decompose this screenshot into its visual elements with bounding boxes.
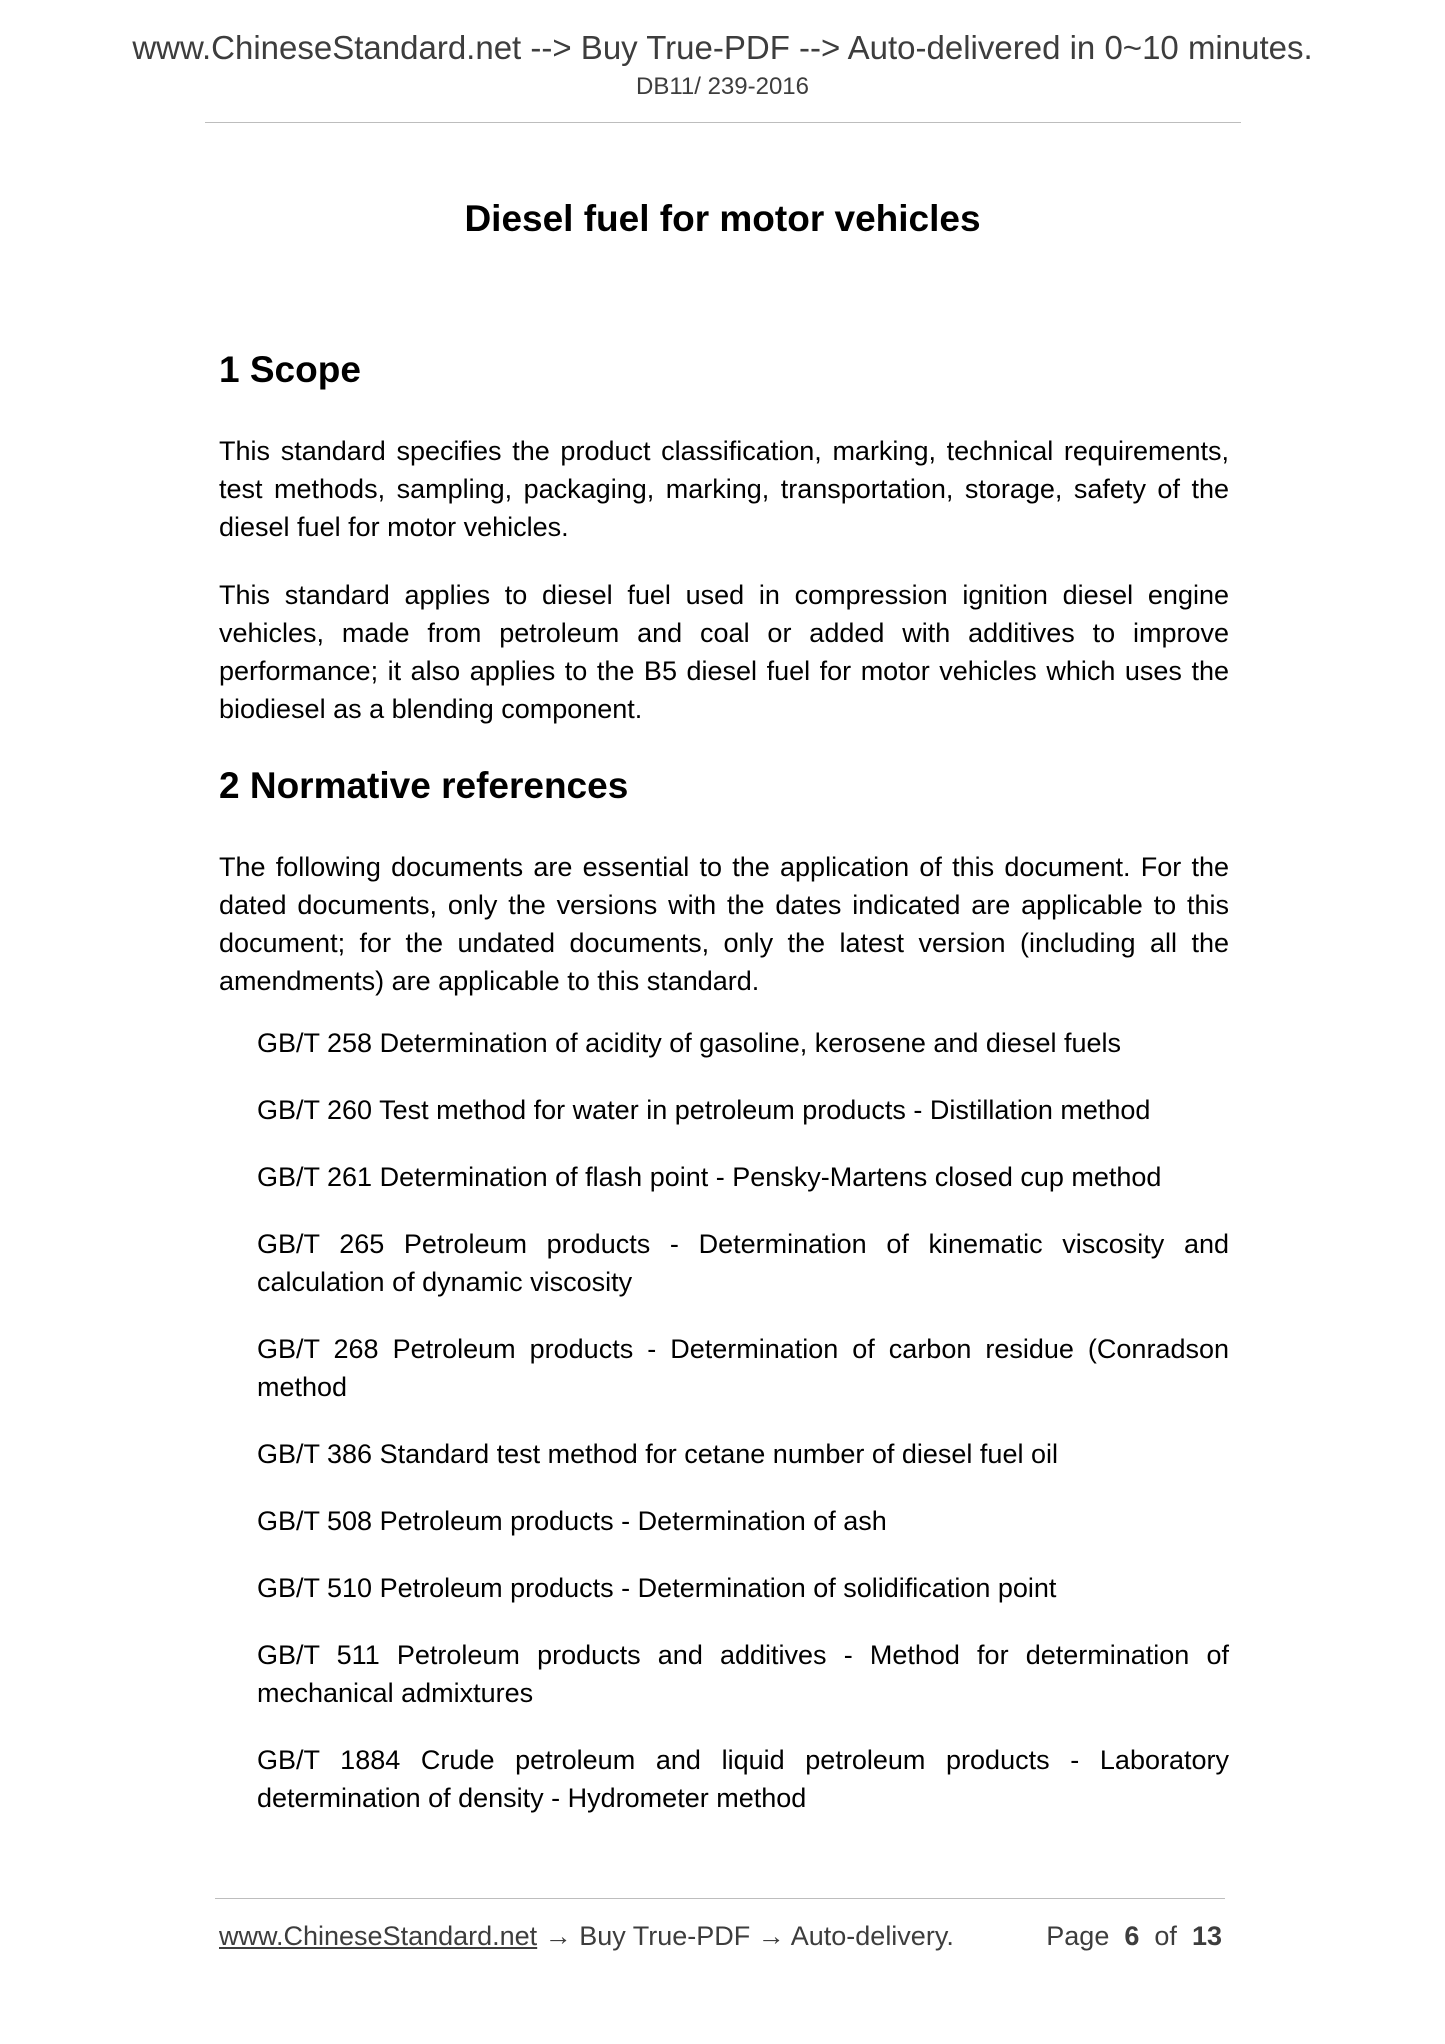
page-label: Page [1046,1921,1110,1951]
reference-list [219,1024,1229,1817]
footer-divider [215,1898,1225,1899]
scope-paragraph-1: This standard specifies the product classification, marking, technical requirements, test methods, sampling, packaging, marking, transportation, storage, safety of the diesel fuel for motor vehicles. [219,436,1229,542]
header-divider [205,122,1241,123]
reference-item: GB/T 386 Standard test method for cetane number of diesel fuel oil [257,1439,1058,1469]
header-banner: www.ChineseStandard.net --> Buy True-PDF --> Auto-delivered in 0~10 minutes. [132,29,1313,66]
of-label: of [1154,1921,1177,1951]
reference-item: GB/T 258 Determination of acidity of gasoline, kerosene and diesel fuels [257,1028,1121,1058]
document-body [219,348,1229,1846]
reference-item: GB/T 510 Petroleum products - Determination of solidification point [257,1573,1057,1603]
reference-item: GB/T 511 Petroleum products and additives - Method for determination of mechanical admixtures [257,1640,1229,1708]
scope-paragraph-2: This standard applies to diesel fuel used in compression ignition diesel engine vehicles, made from petroleum and coal or added with additives to improve performance; it also applies to the B5 diesel fuel for motor vehicles which uses the biodiesel as a blending component. [219,580,1229,724]
reference-item: GB/T 265 Petroleum products - Determination of kinematic viscosity and calculation of dynamic viscosity [257,1229,1229,1297]
reference-item: GB/T 260 Test method for water in petroleum products - Distillation method [257,1095,1151,1125]
current-page-number: 6 [1124,1921,1140,1951]
total-pages-number: 13 [1191,1921,1222,1951]
document-title: Diesel fuel for motor vehicles [464,197,981,239]
document-code: DB11/ 239-2016 [635,73,809,100]
normative-references-intro: The following documents are essential to the application of this document. For the dated documents, only the versions with the dates indicated are applicable to this document; for the undated documents, only the latest version (including all the amendments) are applicable to this standard. [219,852,1229,996]
footer-promo [219,1920,954,1952]
footer-tagline: → Buy True-PDF → Auto-delivery. [537,1921,954,1951]
reference-item: GB/T 508 Petroleum products - Determination of ash [257,1506,887,1536]
normative-references-heading: 2 Normative references [219,765,629,806]
reference-item: GB/T 268 Petroleum products - Determination of carbon residue (Conradson method [257,1334,1229,1402]
scope-heading: 1 Scope [219,349,361,390]
reference-item: GB/T 1884 Crude petroleum and liquid petroleum products - Laboratory determination of density - Hydrometer method [257,1745,1229,1813]
page-indicator [1046,1920,1222,1952]
reference-item: GB/T 261 Determination of flash point - Pensky-Martens closed cup method [257,1162,1162,1192]
footer-website-link[interactable]: www.ChineseStandard.net [219,1921,538,1951]
